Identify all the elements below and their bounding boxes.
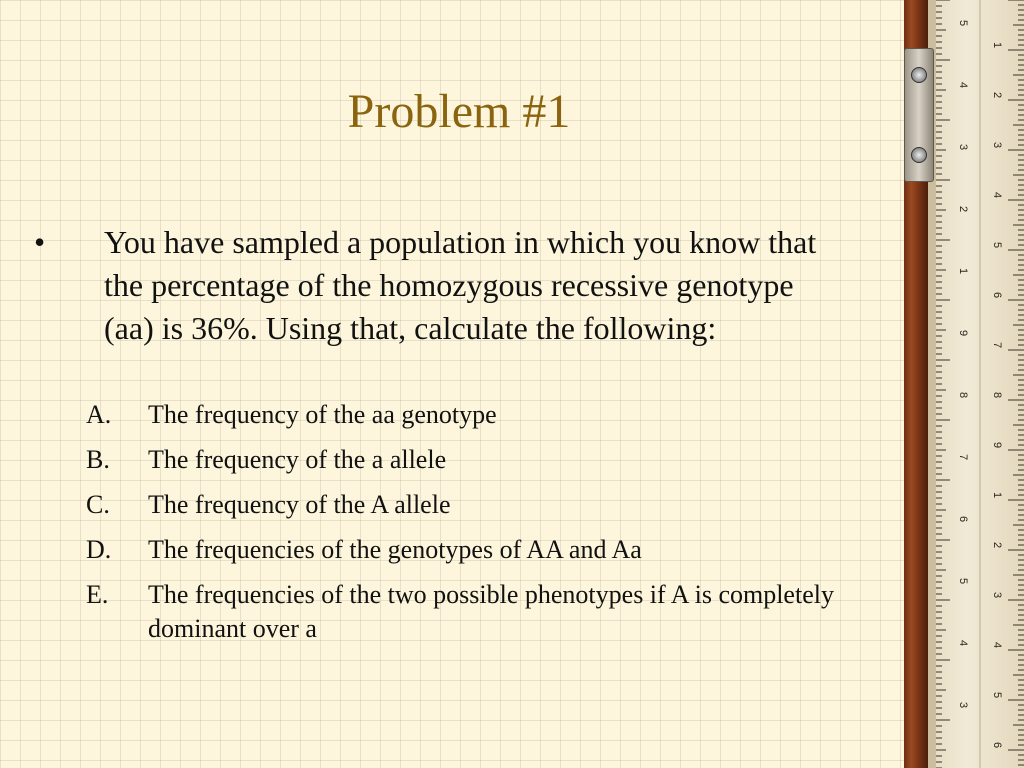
item-letter: D.	[86, 535, 112, 564]
item-text: The frequencies of the genotypes of AA and Aa	[148, 535, 642, 564]
ruler-number-right: 4	[991, 192, 1003, 199]
screw-icon	[911, 147, 927, 163]
screw-icon	[911, 67, 927, 83]
ruler-number-left: 8	[957, 392, 969, 399]
bullet-text: You have sampled a population in which you know that the percentage of the homozygous recessive genotype (aa) is 36%. Using that, calculate the following:	[104, 224, 817, 346]
ruler-number-left: 1	[957, 268, 969, 275]
ruler-number-right: 6	[991, 742, 1003, 749]
item-letter: C.	[86, 490, 110, 519]
ruler-number-left: 6	[957, 516, 969, 523]
main-bullet	[34, 221, 834, 350]
ruler-ticks	[936, 0, 1024, 768]
ruler-number-left: 3	[957, 702, 969, 709]
item-text: The frequency of the a allele	[148, 445, 447, 474]
ruler-number-right: 5	[991, 242, 1003, 249]
slide-title: Problem #1	[347, 85, 571, 138]
list-item	[86, 533, 876, 567]
question-list	[86, 398, 876, 657]
ruler-clip	[904, 48, 934, 182]
ruler-number-right: 3	[991, 592, 1003, 599]
item-text: The frequency of the aa genotype	[148, 400, 497, 429]
ruler-number-right: 5	[991, 692, 1003, 699]
ruler-number-right: 1	[991, 492, 1003, 499]
ruler-number-left: 5	[957, 578, 969, 585]
item-letter: E.	[86, 580, 109, 609]
item-text: The frequency of the A allele	[148, 490, 451, 519]
ruler-decoration	[904, 0, 1024, 768]
list-item	[86, 443, 876, 477]
ruler-number-right: 2	[991, 92, 1003, 99]
ruler-number-right: 7	[991, 342, 1003, 349]
list-item	[86, 578, 876, 646]
ruler-number-right: 8	[991, 392, 1003, 399]
item-letter: B.	[86, 445, 110, 474]
ruler-number-left: 7	[957, 454, 969, 461]
ruler-number-left: 3	[957, 144, 969, 151]
ruler-number-right: 2	[991, 542, 1003, 549]
ruler-number-right: 9	[991, 442, 1003, 449]
ruler-number-left: 9	[957, 330, 969, 337]
ruler-number-left: 4	[957, 82, 969, 89]
list-item	[86, 398, 876, 432]
list-item	[86, 488, 876, 522]
ruler-number-right: 1	[991, 42, 1003, 49]
item-text: The frequencies of the two possible phenotypes if A is completely dominant over a	[148, 580, 834, 643]
bullet-mark: •	[34, 224, 46, 260]
ruler-number-right: 6	[991, 292, 1003, 299]
ruler-number-right: 3	[991, 142, 1003, 149]
item-letter: A.	[86, 400, 112, 429]
ruler-number-left: 4	[957, 640, 969, 647]
ruler-number-left: 5	[957, 20, 969, 27]
ruler-number-right: 4	[991, 642, 1003, 649]
ruler-number-left: 2	[957, 206, 969, 213]
